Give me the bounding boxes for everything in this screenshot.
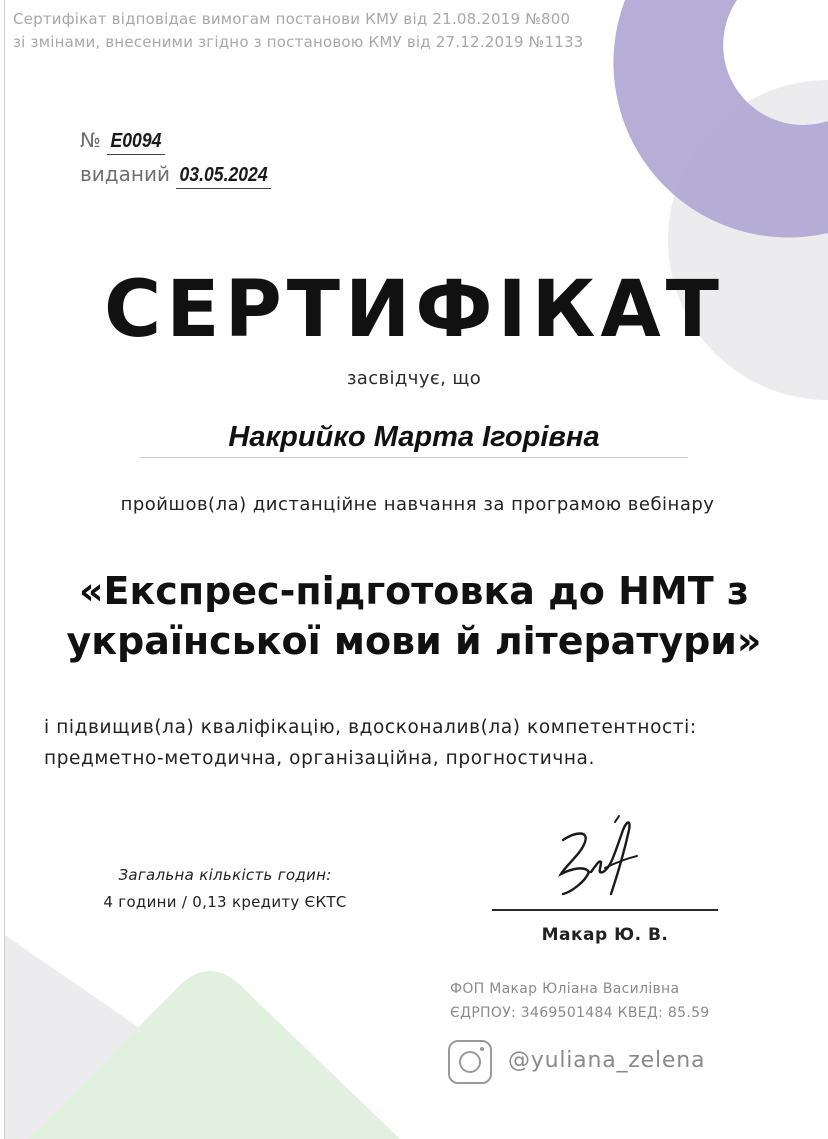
total-hours: [70, 862, 380, 916]
program-title-line-1: «Експрес-підготовка до НМТ з: [79, 569, 749, 613]
organization-name: ФОП Макар Юліана Василівна: [450, 981, 680, 997]
regulation-line-2: зі змінами, внесеними згідно з постановою КМУ від 27.12.2019 №1133: [13, 33, 584, 51]
certificate-number: E0094: [107, 130, 165, 155]
instagram-dot: [480, 1047, 484, 1051]
organization-info: [450, 977, 770, 1025]
instagram-icon: [448, 1040, 492, 1084]
attests-text: засвідчує, що: [346, 368, 482, 389]
recipient-name: Накрийко Марта Ігорівна: [140, 418, 688, 458]
issued-date: 03.05.2024: [176, 164, 271, 189]
regulation-note: [13, 8, 633, 54]
competence-line-2: предметно-методична, організаційна, прогностична.: [44, 748, 595, 769]
organization-codes: ЄДРПОУ: 3469501484 КВЕД: 85.59: [450, 1005, 710, 1021]
program-title: [0, 566, 828, 666]
competence-text: [44, 712, 804, 774]
issued-label: виданий: [80, 162, 170, 186]
hours-label: Загальна кількість годин:: [118, 866, 332, 884]
certificate-number-row: [80, 128, 173, 155]
issued-date-row: [80, 162, 284, 189]
instagram-handle: @yuliana_zelena: [508, 1048, 706, 1073]
instagram-lens: [459, 1051, 481, 1073]
competence-line-1: і підвищив(ла) кваліфікацію, вдосконалив(ла) компетентності:: [44, 717, 697, 738]
passed-text: пройшов(ла) дистанційне навчання за програмою вебінару: [120, 494, 715, 515]
regulation-line-1: Сертифікат відповідає вимогам постанови КМУ від 21.08.2019 №800: [13, 10, 571, 28]
certificate-title: СЕРТИФІКАТ: [104, 265, 724, 355]
signature-line: [492, 909, 718, 911]
signature-image: [545, 812, 655, 902]
signer-name: Макар Ю. В.: [541, 925, 669, 945]
number-label: №: [80, 128, 101, 152]
program-title-line-2: української мови й літератури»: [66, 619, 762, 663]
hours-value: 4 години / 0,13 кредиту ЄКТС: [103, 893, 347, 911]
